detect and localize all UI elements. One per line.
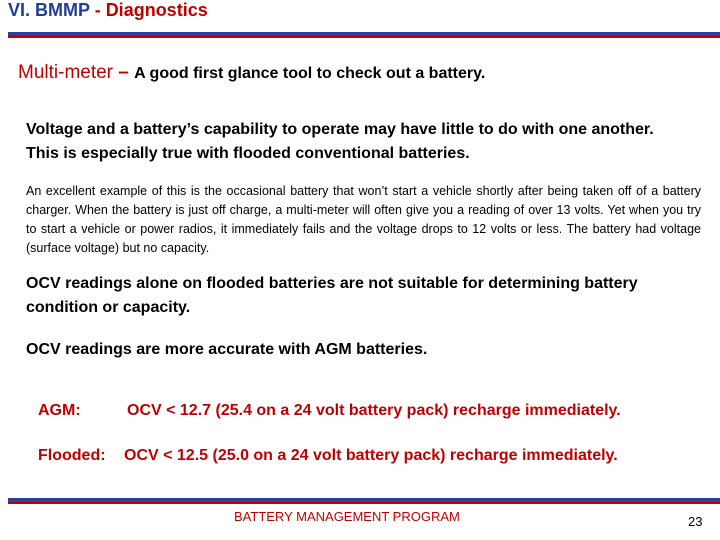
- section-title: Diagnostics: [105, 0, 208, 20]
- page-number: 23: [688, 514, 703, 529]
- paragraph-ocv-agm: OCV readings are more accurate with AGM batteries.: [26, 341, 428, 358]
- threshold-agm-label: AGM:: [38, 402, 81, 419]
- page-title: [8, 0, 208, 21]
- footer-program-name: BATTERY MANAGEMENT PROGRAM: [234, 509, 460, 524]
- title-separator: -: [89, 0, 106, 20]
- threshold-agm: [38, 402, 81, 420]
- footer-divider: [8, 498, 720, 504]
- paragraph-example: An excellent example of this is the occasional battery that won’t start a vehicle shortly after being taken off of a battery charger. When the battery is just off charge, a multi-meter will often give you a reading of over 13 volts. Yet when you try to start a vehicle or power radios, it immediately fails and the voltage drops to 12 volts or less. The battery had voltage (surface voltage) but no capacity.: [26, 184, 701, 255]
- subtitle-dash: –: [113, 62, 135, 83]
- threshold-flooded-text: OCV < 12.5 (25.0 on a 24 volt battery pack) recharge immediately.: [124, 447, 618, 464]
- section-prefix: VI. BMMP: [8, 0, 90, 20]
- subtitle-main: Multi-meter: [18, 62, 114, 83]
- subtitle-description: A good first glance tool to check out a battery.: [134, 65, 486, 82]
- paragraph-ocv-flooded: OCV readings alone on flooded batteries are not suitable for determining battery condition or capacity.: [26, 275, 638, 316]
- slide-subtitle: [18, 62, 485, 84]
- threshold-agm-text: OCV < 12.7 (25.4 on a 24 volt battery pack) recharge immediately.: [127, 402, 621, 419]
- header-divider: [8, 32, 720, 38]
- threshold-flooded-label: Flooded:: [38, 447, 106, 464]
- paragraph-voltage-capability: Voltage and a battery’s capability to operate may have little to do with one another. This is especially true with flooded conventional batteries.: [26, 121, 654, 162]
- threshold-flooded: [38, 447, 106, 465]
